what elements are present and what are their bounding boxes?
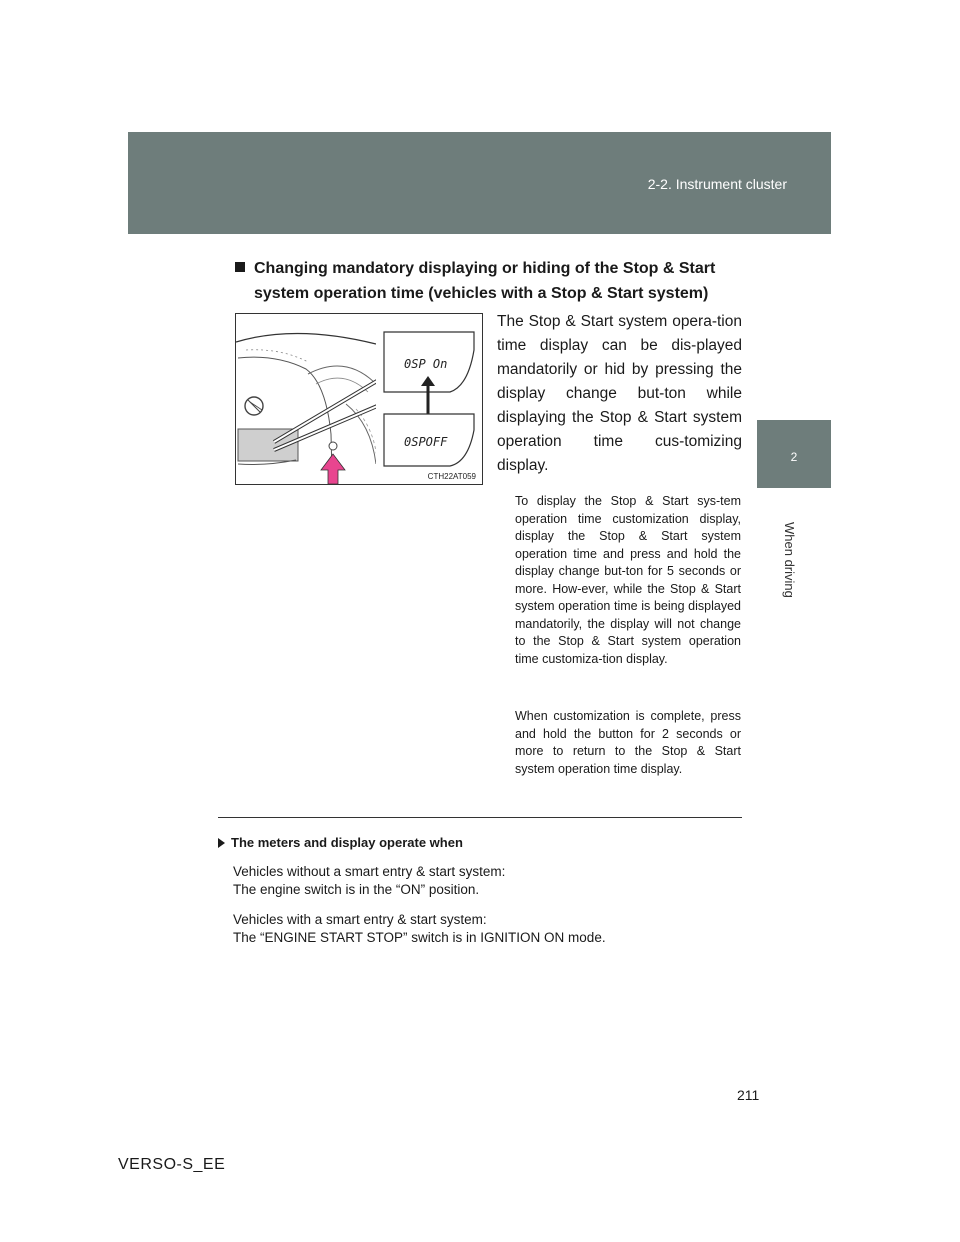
cluster-top-edge	[236, 333, 376, 344]
note-paragraph-1: To display the Stop & Start sys-tem operation time customization display, display the Stop & Start system operation time and press and hold the display change but-ton for 5 seconds or more. How-ever, while the Stop & Start system operation time is being displayed mandatorily, the display will not change to the Stop & Start system operation time customiza-tion display.	[515, 494, 741, 666]
section-title: 2-2. Instrument cluster	[647, 176, 787, 192]
subsection-heading-text: Changing mandatory displaying or hiding of the Stop & Start system operation time (vehicles with a Stop & Start system)	[254, 260, 716, 302]
body-paragraph: The Stop & Start system opera-tion time display can be dis-played mandatorily or hid by pressing the display change but-ton while displaying the Stop & Start system operation time cus-tomizing display.	[497, 313, 742, 474]
page-number: 211	[737, 1087, 760, 1103]
center-gauge-arc	[308, 366, 376, 384]
display-off-text: 0SPOFF	[404, 435, 448, 449]
info-line-2: The engine switch is in the “ON” position.	[233, 882, 480, 897]
info-line-4: The “ENGINE START STOP” switch is in IGNITION ON mode.	[233, 930, 606, 945]
instrument-cluster-illustration	[236, 314, 483, 485]
chapter-tab	[757, 420, 831, 488]
chapter-number: 2	[790, 450, 798, 464]
instrument-cluster-figure	[235, 313, 483, 485]
triangle-bullet-icon	[218, 838, 225, 848]
display-change-button-icon	[329, 442, 337, 450]
section-divider	[218, 817, 742, 818]
document-code: VERSO-S_EE	[118, 1156, 226, 1173]
subsection-heading	[235, 256, 741, 306]
info-heading	[218, 835, 463, 850]
chapter-label-text: When driving	[782, 522, 797, 598]
press-arrow-icon	[321, 454, 345, 484]
chapter-label	[781, 522, 797, 598]
info-heading-text: The meters and display operate when	[231, 835, 463, 850]
left-gauge-ticks	[246, 350, 308, 362]
note-paragraph-2: When customization is complete, press and hold the button for 2 seconds or more to return to the Stop & Start system operation time display.	[515, 709, 741, 776]
info-line-1: Vehicles without a smart entry & start system:	[233, 864, 506, 879]
display-on-text: 0SP On	[404, 357, 448, 371]
info-line-3: Vehicles with a smart entry & start system:	[233, 912, 487, 927]
figure-code: CTH22AT059	[427, 472, 476, 481]
header-band	[128, 132, 831, 234]
